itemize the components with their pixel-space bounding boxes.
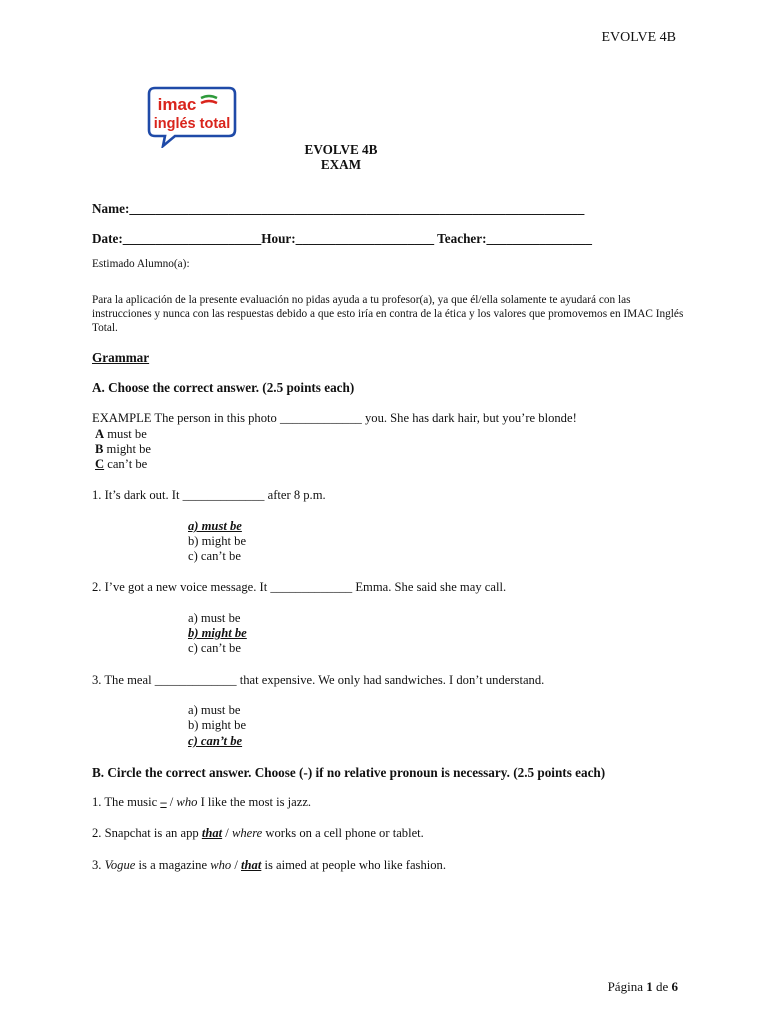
choice-separator: / bbox=[222, 826, 232, 840]
option-text: might be bbox=[103, 442, 151, 456]
choice-who[interactable]: who bbox=[176, 795, 198, 809]
option-letter: A bbox=[95, 427, 105, 441]
part-b-item-3 bbox=[92, 858, 446, 873]
example-option-b bbox=[95, 442, 151, 457]
instructions-paragraph: Para la aplicación de la presente evaluación no pidas ayuda a tu profesor(a), ya que él/ella solamente te ayudará con las instrucciones y nunca con las respuestas debido a que esto iría en contra de la ética y los valores que promovemos en IMAC Inglés Total. bbox=[92, 294, 684, 334]
choice-separator: / bbox=[166, 795, 177, 809]
exam-title-line2: EXAM bbox=[320, 157, 362, 172]
page-current: 1 bbox=[646, 979, 653, 994]
grammar-heading: Grammar bbox=[92, 350, 150, 365]
q1-option-a[interactable]: a) must be bbox=[188, 519, 242, 533]
greeting-text: Estimado Alumno(a): bbox=[92, 258, 190, 270]
choice-separator: / bbox=[231, 858, 242, 872]
page-total: 6 bbox=[671, 979, 678, 994]
choice-that[interactable]: that bbox=[201, 826, 223, 840]
question-1: 1. It’s dark out. It _____________ after 8 p.m. bbox=[92, 488, 326, 502]
name-field[interactable]: Name:_____________________________________________________________________ bbox=[92, 201, 585, 216]
question-3: 3. The meal _____________ that expensive. We only had sandwiches. I don’t understand. bbox=[92, 673, 545, 687]
item-prefix: 3. bbox=[92, 858, 105, 872]
imac-logo-graphic bbox=[147, 86, 237, 148]
imac-logo bbox=[147, 86, 237, 148]
q3-option-b[interactable]: b) might be bbox=[188, 718, 247, 732]
logo-word-ingles: inglés total bbox=[153, 116, 231, 132]
choice-dash[interactable]: – bbox=[160, 795, 167, 809]
choice-where[interactable]: where bbox=[231, 826, 263, 840]
magazine-title: Vogue bbox=[104, 858, 136, 872]
q1-option-c[interactable]: c) can’t be bbox=[188, 549, 241, 563]
logo-word-imac: imac bbox=[157, 95, 197, 114]
item-suffix: works on a cell phone or tablet. bbox=[262, 826, 424, 840]
option-text: must be bbox=[104, 427, 147, 441]
example-option-c bbox=[95, 457, 147, 472]
item-middle: is a magazine bbox=[135, 858, 211, 872]
q2-option-c[interactable]: c) can’t be bbox=[188, 641, 241, 655]
page-header-title: EVOLVE 4B bbox=[601, 30, 676, 45]
option-letter: B bbox=[95, 442, 104, 456]
date-hour-teacher-field[interactable]: Date:_____________________Hour:_____________________ Teacher:________________ bbox=[92, 231, 592, 246]
q3-option-a[interactable]: a) must be bbox=[188, 703, 241, 717]
item-prefix: 2. Snapchat is an app bbox=[92, 826, 202, 840]
q2-option-b[interactable]: b) might be bbox=[188, 626, 247, 640]
question-2: 2. I’ve got a new voice message. It _____________ Emma. She said she may call. bbox=[92, 580, 507, 594]
option-letter: C bbox=[95, 457, 105, 471]
example-option-a bbox=[95, 427, 147, 442]
q3-option-c[interactable]: c) can’t be bbox=[188, 734, 243, 748]
part-b-heading: B. Circle the correct answer. Choose (-) if no relative pronoun is necessary. (2.5 points each) bbox=[92, 765, 606, 780]
choice-who[interactable]: who bbox=[210, 858, 232, 872]
page-number bbox=[608, 979, 678, 995]
choice-that[interactable]: that bbox=[241, 858, 262, 872]
page-label: Página bbox=[607, 979, 647, 994]
item-suffix: I like the most is jazz. bbox=[197, 795, 312, 809]
part-b-item-1 bbox=[92, 795, 311, 810]
q1-option-b[interactable]: b) might be bbox=[188, 534, 247, 548]
part-b-item-2 bbox=[92, 826, 424, 841]
q2-option-a[interactable]: a) must be bbox=[188, 611, 241, 625]
option-text: can’t be bbox=[104, 457, 148, 471]
exam-title-line1: EVOLVE 4B bbox=[304, 142, 378, 157]
item-suffix: is aimed at people who like fashion. bbox=[261, 858, 446, 872]
item-prefix: 1. The music bbox=[92, 795, 161, 809]
example-question: EXAMPLE The person in this photo _____________ you. She has dark hair, but you’re blonde! bbox=[92, 411, 577, 425]
page-of: de bbox=[652, 979, 672, 994]
part-a-heading: A. Choose the correct answer. (2.5 points each) bbox=[92, 380, 355, 395]
